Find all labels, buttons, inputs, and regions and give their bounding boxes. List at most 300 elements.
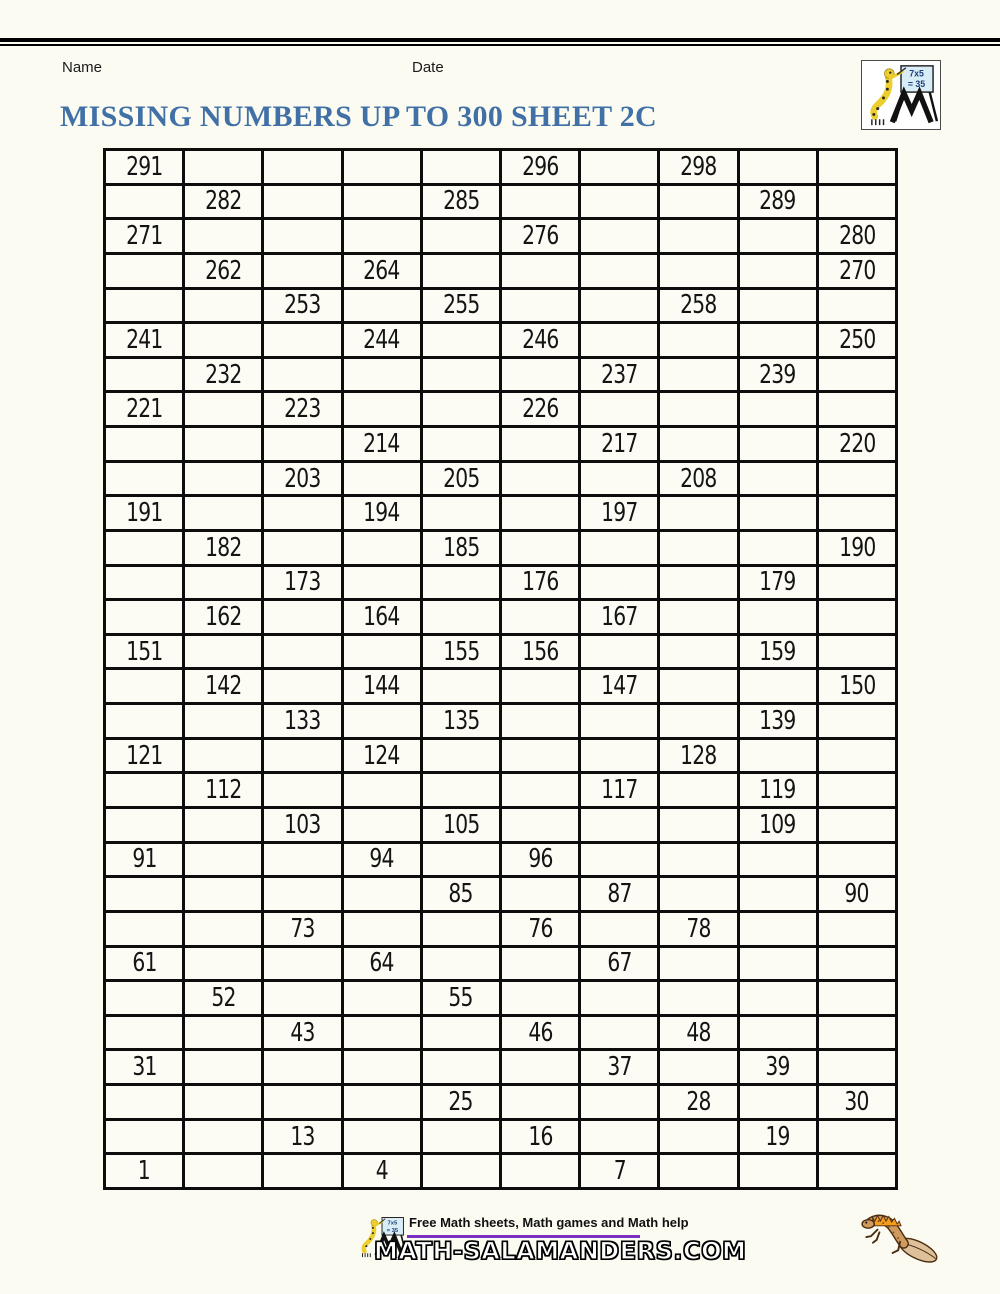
- grid-cell-empty: [185, 428, 261, 460]
- grid-cell-empty: [502, 948, 578, 980]
- grid-cell-filled: 203: [264, 463, 340, 495]
- grid-cell-empty: [185, 636, 261, 668]
- grid-cell-empty: [185, 463, 261, 495]
- grid-cell-empty: [660, 844, 736, 876]
- grid-cell-empty: [819, 463, 895, 495]
- grid-cell-empty: [185, 324, 261, 356]
- grid-cell-empty: [819, 774, 895, 806]
- grid-cell-empty: [185, 1086, 261, 1118]
- grid-cell-empty: [581, 844, 657, 876]
- grid-cell-filled: 282: [185, 186, 261, 218]
- grid-cell-filled: 85: [423, 878, 499, 910]
- grid-cell-empty: [344, 1017, 420, 1049]
- grid-cell-filled: 48: [660, 1017, 736, 1049]
- grid-cell-empty: [106, 670, 182, 702]
- grid-cell-empty: [740, 982, 816, 1014]
- grid-cell-empty: [819, 1155, 895, 1187]
- grid-cell-filled: 255: [423, 290, 499, 322]
- grid-cell-empty: [502, 359, 578, 391]
- grid-cell-empty: [264, 151, 340, 183]
- grid-cell-empty: [185, 740, 261, 772]
- grid-cell-empty: [819, 740, 895, 772]
- grid-cell-filled: 205: [423, 463, 499, 495]
- grid-cell-filled: 139: [740, 705, 816, 737]
- grid-cell-empty: [660, 220, 736, 252]
- grid-cell-empty: [423, 1017, 499, 1049]
- grid-cell-empty: [581, 255, 657, 287]
- grid-cell-filled: 156: [502, 636, 578, 668]
- grid-cell-filled: 167: [581, 601, 657, 633]
- grid-cell-empty: [502, 670, 578, 702]
- grid-cell-empty: [264, 636, 340, 668]
- grid-cell-filled: 285: [423, 186, 499, 218]
- grid-cell-empty: [423, 1051, 499, 1083]
- grid-cell-empty: [185, 705, 261, 737]
- grid-cell-empty: [502, 1051, 578, 1083]
- grid-cell-empty: [106, 428, 182, 460]
- grid-cell-empty: [660, 948, 736, 980]
- grid-cell-empty: [660, 497, 736, 529]
- grid-cell-empty: [502, 428, 578, 460]
- grid-cell-empty: [502, 1155, 578, 1187]
- grid-cell-empty: [660, 1121, 736, 1153]
- grid-cell-empty: [740, 324, 816, 356]
- grid-cell-empty: [344, 774, 420, 806]
- grid-cell-empty: [740, 844, 816, 876]
- grid-cell-empty: [502, 255, 578, 287]
- grid-cell-empty: [581, 567, 657, 599]
- grid-cell-filled: 90: [819, 878, 895, 910]
- site-logo-box: [861, 60, 941, 130]
- grid-cell-empty: [502, 774, 578, 806]
- grid-cell-empty: [264, 982, 340, 1014]
- grid-cell-empty: [185, 567, 261, 599]
- grid-cell-empty: [185, 1121, 261, 1153]
- grid-cell-filled: 28: [660, 1086, 736, 1118]
- grid-cell-empty: [264, 844, 340, 876]
- grid-cell-filled: 182: [185, 532, 261, 564]
- grid-cell-filled: 96: [502, 844, 578, 876]
- grid-cell-filled: 162: [185, 601, 261, 633]
- grid-cell-filled: 194: [344, 497, 420, 529]
- grid-cell-empty: [819, 844, 895, 876]
- grid-cell-filled: 91: [106, 844, 182, 876]
- grid-cell-filled: 46: [502, 1017, 578, 1049]
- grid-cell-filled: 179: [740, 567, 816, 599]
- grid-cell-filled: 73: [264, 913, 340, 945]
- grid-cell-filled: 244: [344, 324, 420, 356]
- grid-cell-empty: [106, 1121, 182, 1153]
- grid-cell-filled: 16: [502, 1121, 578, 1153]
- grid-cell-empty: [423, 255, 499, 287]
- grid-cell-empty: [660, 878, 736, 910]
- grid-cell-filled: 31: [106, 1051, 182, 1083]
- grid-cell-empty: [185, 1155, 261, 1187]
- grid-cell-empty: [819, 393, 895, 425]
- grid-cell-empty: [344, 290, 420, 322]
- grid-cell-empty: [423, 844, 499, 876]
- grid-cell-empty: [344, 532, 420, 564]
- grid-cell-empty: [740, 740, 816, 772]
- grid-cell-filled: 151: [106, 636, 182, 668]
- grid-cell-filled: 258: [660, 290, 736, 322]
- grid-cell-empty: [502, 601, 578, 633]
- grid-cell-filled: 76: [502, 913, 578, 945]
- grid-cell-empty: [264, 601, 340, 633]
- grid-cell-empty: [740, 497, 816, 529]
- grid-cell-empty: [660, 705, 736, 737]
- grid-cell-empty: [740, 290, 816, 322]
- grid-cell-empty: [344, 982, 420, 1014]
- top-rule-thin: [0, 44, 1000, 46]
- grid-cell-empty: [106, 359, 182, 391]
- grid-cell-empty: [106, 601, 182, 633]
- grid-cell-empty: [264, 670, 340, 702]
- grid-cell-filled: 112: [185, 774, 261, 806]
- grid-cell-empty: [264, 878, 340, 910]
- grid-cell-empty: [423, 601, 499, 633]
- grid-cell-empty: [185, 497, 261, 529]
- grid-cell-empty: [819, 567, 895, 599]
- grid-cell-empty: [185, 913, 261, 945]
- grid-cell-empty: [660, 428, 736, 460]
- grid-cell-filled: 7: [581, 1155, 657, 1187]
- grid-cell-empty: [344, 878, 420, 910]
- grid-cell-empty: [740, 255, 816, 287]
- grid-cell-empty: [185, 393, 261, 425]
- grid-cell-empty: [423, 1155, 499, 1187]
- grid-cell-empty: [740, 948, 816, 980]
- grid-cell-filled: 124: [344, 740, 420, 772]
- grid-cell-empty: [581, 532, 657, 564]
- grid-cell-filled: 237: [581, 359, 657, 391]
- grid-cell-empty: [581, 393, 657, 425]
- grid-cell-filled: 164: [344, 601, 420, 633]
- grid-cell-empty: [264, 428, 340, 460]
- grid-cell-empty: [740, 601, 816, 633]
- grid-cell-empty: [740, 1086, 816, 1118]
- grid-cell-empty: [740, 151, 816, 183]
- grid-cell-empty: [185, 844, 261, 876]
- grid-cell-empty: [344, 1051, 420, 1083]
- grid-cell-empty: [819, 1017, 895, 1049]
- grid-cell-empty: [581, 913, 657, 945]
- grid-cell-filled: 270: [819, 255, 895, 287]
- grid-cell-empty: [423, 497, 499, 529]
- salamander-easel-icon: [862, 61, 940, 129]
- grid-cell-empty: [740, 1155, 816, 1187]
- grid-cell-empty: [740, 670, 816, 702]
- grid-cell-empty: [502, 809, 578, 841]
- grid-cell-empty: [185, 1017, 261, 1049]
- grid-cell-empty: [423, 913, 499, 945]
- grid-cell-empty: [819, 290, 895, 322]
- grid-cell-filled: 232: [185, 359, 261, 391]
- grid-cell-empty: [502, 497, 578, 529]
- grid-cell-filled: 64: [344, 948, 420, 980]
- grid-cell-empty: [819, 705, 895, 737]
- grid-cell-empty: [660, 636, 736, 668]
- grid-cell-empty: [581, 324, 657, 356]
- grid-cell-empty: [423, 670, 499, 702]
- grid-cell-empty: [581, 151, 657, 183]
- grid-cell-filled: 78: [660, 913, 736, 945]
- grid-cell-empty: [581, 636, 657, 668]
- grid-cell-empty: [344, 913, 420, 945]
- grid-cell-empty: [660, 532, 736, 564]
- grid-cell-empty: [423, 324, 499, 356]
- grid-cell-empty: [740, 393, 816, 425]
- grid-cell-empty: [344, 1121, 420, 1153]
- grid-cell-empty: [264, 186, 340, 218]
- grid-cell-empty: [423, 948, 499, 980]
- grid-cell-filled: 55: [423, 982, 499, 1014]
- grid-cell-filled: 250: [819, 324, 895, 356]
- grid-cell-empty: [185, 290, 261, 322]
- grid-cell-filled: 264: [344, 255, 420, 287]
- grid-cell-empty: [344, 463, 420, 495]
- board-text-line2: = 35: [386, 1227, 399, 1234]
- grid-cell-filled: 150: [819, 670, 895, 702]
- grid-cell-filled: 119: [740, 774, 816, 806]
- grid-cell-empty: [106, 186, 182, 218]
- grid-cell-empty: [344, 1086, 420, 1118]
- grid-cell-empty: [660, 982, 736, 1014]
- grid-cell-filled: 271: [106, 220, 182, 252]
- grid-cell-empty: [740, 463, 816, 495]
- name-label: Name: [62, 59, 103, 76]
- board-text-line1: 7x5: [387, 1220, 398, 1227]
- grid-cell-filled: 208: [660, 463, 736, 495]
- grid-cell-empty: [344, 220, 420, 252]
- grid-cell-filled: 128: [660, 740, 736, 772]
- grid-cell-empty: [423, 393, 499, 425]
- grid-cell-filled: 217: [581, 428, 657, 460]
- board-text-line2: = 35: [907, 79, 926, 90]
- grid-cell-filled: 37: [581, 1051, 657, 1083]
- grid-cell-filled: 105: [423, 809, 499, 841]
- grid-cell-empty: [264, 948, 340, 980]
- grid-cell-empty: [423, 220, 499, 252]
- grid-cell-filled: 61: [106, 948, 182, 980]
- grid-cell-empty: [106, 255, 182, 287]
- grid-cell-empty: [344, 359, 420, 391]
- grid-cell-filled: 197: [581, 497, 657, 529]
- grid-cell-filled: 39: [740, 1051, 816, 1083]
- grid-cell-empty: [502, 740, 578, 772]
- grid-cell-empty: [264, 324, 340, 356]
- grid-cell-empty: [581, 809, 657, 841]
- grid-cell-filled: 19: [740, 1121, 816, 1153]
- grid-cell-empty: [819, 359, 895, 391]
- grid-cell-filled: 30: [819, 1086, 895, 1118]
- grid-cell-empty: [740, 913, 816, 945]
- page-title: MISSING NUMBERS UP TO 300 SHEET 2C: [60, 100, 658, 133]
- grid-cell-empty: [344, 151, 420, 183]
- grid-cell-filled: 159: [740, 636, 816, 668]
- grid-cell-empty: [819, 913, 895, 945]
- grid-cell-empty: [740, 1017, 816, 1049]
- grid-cell-filled: 87: [581, 878, 657, 910]
- grid-cell-filled: 223: [264, 393, 340, 425]
- grid-cell-empty: [502, 463, 578, 495]
- grid-cell-filled: 220: [819, 428, 895, 460]
- grid-cell-empty: [264, 220, 340, 252]
- grid-cell-filled: 144: [344, 670, 420, 702]
- grid-cell-filled: 133: [264, 705, 340, 737]
- grid-cell-empty: [264, 740, 340, 772]
- grid-cell-empty: [344, 636, 420, 668]
- grid-cell-empty: [344, 393, 420, 425]
- grid-cell-empty: [106, 809, 182, 841]
- grid-cell-empty: [581, 982, 657, 1014]
- grid-cell-empty: [660, 359, 736, 391]
- grid-cell-empty: [740, 532, 816, 564]
- date-label: Date: [412, 59, 444, 76]
- grid-cell-filled: 52: [185, 982, 261, 1014]
- grid-cell-empty: [106, 705, 182, 737]
- grid-cell-filled: 13: [264, 1121, 340, 1153]
- grid-cell-empty: [264, 1086, 340, 1118]
- grid-cell-filled: 241: [106, 324, 182, 356]
- grid-cell-empty: [344, 809, 420, 841]
- number-grid: [103, 148, 898, 1190]
- grid-cell-filled: 221: [106, 393, 182, 425]
- grid-cell-empty: [106, 567, 182, 599]
- grid-cell-filled: 296: [502, 151, 578, 183]
- grid-cell-empty: [264, 255, 340, 287]
- grid-cell-empty: [502, 532, 578, 564]
- grid-cell-filled: 239: [740, 359, 816, 391]
- grid-cell-empty: [344, 186, 420, 218]
- grid-cell-empty: [423, 1121, 499, 1153]
- grid-cell-empty: [264, 1051, 340, 1083]
- grid-cell-empty: [581, 1017, 657, 1049]
- grid-cell-empty: [660, 393, 736, 425]
- grid-cell-filled: 276: [502, 220, 578, 252]
- grid-cell-empty: [264, 1155, 340, 1187]
- grid-cell-empty: [819, 151, 895, 183]
- grid-cell-empty: [819, 948, 895, 980]
- grid-cell-filled: 298: [660, 151, 736, 183]
- grid-cell-empty: [819, 636, 895, 668]
- grid-cell-empty: [264, 774, 340, 806]
- grid-cell-filled: 226: [502, 393, 578, 425]
- grid-cell-empty: [344, 567, 420, 599]
- grid-cell-empty: [581, 740, 657, 772]
- grid-cell-filled: 191: [106, 497, 182, 529]
- grid-cell-filled: 117: [581, 774, 657, 806]
- grid-cell-empty: [502, 982, 578, 1014]
- grid-cell-empty: [660, 670, 736, 702]
- grid-cell-filled: 176: [502, 567, 578, 599]
- grid-cell-empty: [185, 948, 261, 980]
- grid-cell-empty: [423, 567, 499, 599]
- top-rule-thick: [0, 38, 1000, 42]
- grid-cell-empty: [660, 601, 736, 633]
- grid-cell-filled: 246: [502, 324, 578, 356]
- grid-cell-empty: [660, 255, 736, 287]
- grid-cell-filled: 190: [819, 532, 895, 564]
- newt-icon: [858, 1208, 944, 1273]
- grid-cell-empty: [819, 601, 895, 633]
- grid-cell-empty: [185, 220, 261, 252]
- grid-cell-empty: [344, 705, 420, 737]
- grid-cell-filled: 109: [740, 809, 816, 841]
- grid-cell-filled: 103: [264, 809, 340, 841]
- grid-cell-empty: [819, 186, 895, 218]
- grid-cell-empty: [423, 428, 499, 460]
- grid-cell-empty: [819, 1051, 895, 1083]
- grid-cell-empty: [660, 567, 736, 599]
- grid-cell-empty: [581, 290, 657, 322]
- grid-cell-empty: [106, 774, 182, 806]
- grid-cell-empty: [819, 1121, 895, 1153]
- grid-cell-empty: [660, 774, 736, 806]
- grid-cell-filled: 94: [344, 844, 420, 876]
- grid-cell-empty: [106, 1017, 182, 1049]
- grid-cell-empty: [502, 705, 578, 737]
- grid-cell-empty: [660, 1051, 736, 1083]
- footer-brand: MATH-SALAMANDERS.COM: [374, 1237, 747, 1265]
- grid-cell-filled: 173: [264, 567, 340, 599]
- grid-cell-empty: [740, 220, 816, 252]
- grid-cell-empty: [106, 913, 182, 945]
- grid-cell-filled: 155: [423, 636, 499, 668]
- grid-cell-empty: [581, 186, 657, 218]
- grid-cell-empty: [502, 1086, 578, 1118]
- grid-cell-filled: 121: [106, 740, 182, 772]
- grid-cell-empty: [264, 532, 340, 564]
- grid-cell-empty: [660, 186, 736, 218]
- grid-cell-filled: 25: [423, 1086, 499, 1118]
- grid-cell-empty: [819, 497, 895, 529]
- grid-cell-empty: [660, 809, 736, 841]
- grid-cell-filled: 43: [264, 1017, 340, 1049]
- grid-cell-empty: [106, 1086, 182, 1118]
- grid-cell-empty: [423, 774, 499, 806]
- grid-cell-filled: 67: [581, 948, 657, 980]
- grid-cell-empty: [106, 878, 182, 910]
- grid-cell-filled: 1: [106, 1155, 182, 1187]
- grid-cell-empty: [106, 982, 182, 1014]
- grid-cell-empty: [660, 1155, 736, 1187]
- grid-cell-empty: [423, 151, 499, 183]
- grid-cell-empty: [819, 809, 895, 841]
- grid-cell-filled: 291: [106, 151, 182, 183]
- board-text-line1: 7x5: [909, 68, 924, 79]
- grid-cell-empty: [581, 705, 657, 737]
- grid-cell-empty: [740, 878, 816, 910]
- grid-cell-filled: 280: [819, 220, 895, 252]
- grid-cell-empty: [185, 809, 261, 841]
- grid-cell-empty: [581, 1121, 657, 1153]
- grid-cell-filled: 185: [423, 532, 499, 564]
- grid-cell-filled: 147: [581, 670, 657, 702]
- grid-cell-filled: 4: [344, 1155, 420, 1187]
- grid-cell-empty: [581, 220, 657, 252]
- grid-cell-filled: 142: [185, 670, 261, 702]
- grid-cell-empty: [740, 428, 816, 460]
- footer-tagline: Free Math sheets, Math games and Math help: [409, 1215, 689, 1230]
- grid-cell-empty: [819, 982, 895, 1014]
- grid-cell-empty: [502, 290, 578, 322]
- grid-cell-empty: [185, 151, 261, 183]
- grid-cell-filled: 214: [344, 428, 420, 460]
- grid-cell-filled: 253: [264, 290, 340, 322]
- grid-cell-empty: [581, 1086, 657, 1118]
- grid-cell-empty: [423, 740, 499, 772]
